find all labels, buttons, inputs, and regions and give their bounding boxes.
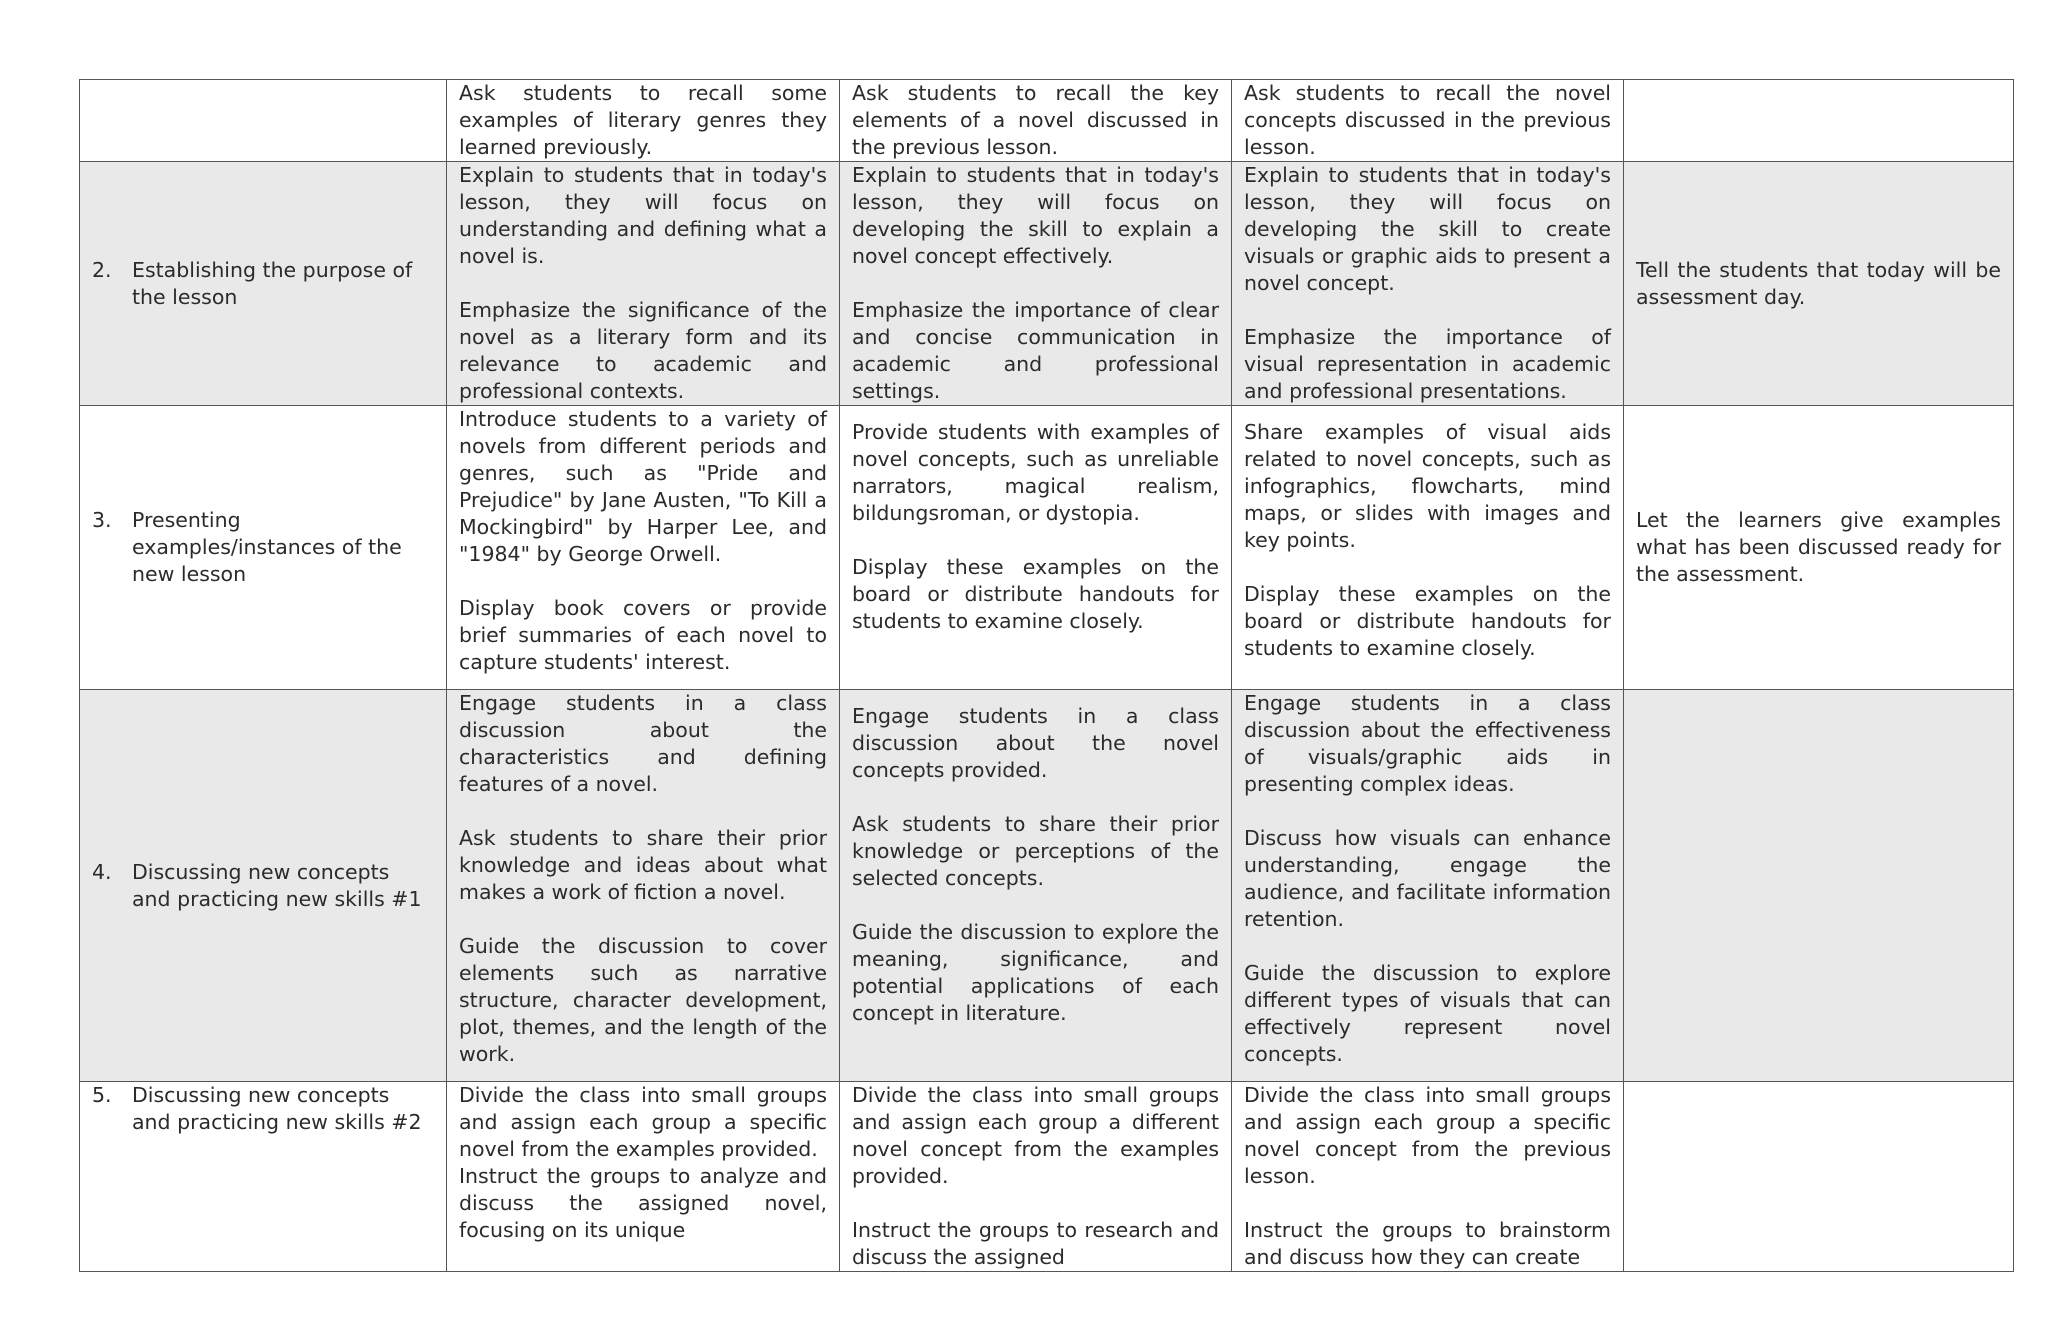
cell-paragraph: Divide the class into small groups and assign each group a different novel concept from the examples provided. [852,1083,1219,1188]
cell-paragraph: Display these examples on the board or distribute handouts for students to examine closely. [1244,582,1611,660]
cell-paragraph: Divide the class into small groups and assign each group a specific novel from the examples provided. [459,1083,827,1161]
day3-cell [1232,162,1624,406]
cell-paragraph: Engage students in a class discussion about the novel concepts provided. [852,704,1219,782]
procedure-label: Discussing new concepts and practicing new skills #2 [132,1083,422,1134]
day1-cell [447,80,840,162]
cell-paragraph: Explain to students that in today's lesson, they will focus on developing the skill to create visuals or graphic aids to present a novel concept. [1244,163,1611,295]
cell-paragraph: Instruct the groups to brainstorm and discuss how they can create [1244,1218,1611,1269]
day2-cell [840,80,1232,162]
cell-paragraph: Ask students to recall some examples of literary genres they learned previously. [459,81,827,159]
cell-paragraph: Introduce students to a variety of novels from different periods and genres, such as "Pride and Prejudice" by Jane Austen, "To Kill a Mockingbird" by Harper Lee, and "1984" by George Orwell. [459,407,827,566]
day1-cell [447,406,840,690]
cell-paragraph: Instruct the groups to analyze and discuss the assigned novel, focusing on its unique [459,1164,827,1242]
procedure-label: Presenting examples/instances of the new lesson [132,508,402,586]
day1-cell [447,1082,840,1272]
cell-paragraph: Let the learners give examples what has been discussed ready for the assessment. [1636,508,2001,586]
lesson-plan-table [79,79,2014,1272]
procedure-number: 2. [92,257,112,282]
cell-paragraph: Engage students in a class discussion about the characteristics and defining features of a novel. [459,691,827,796]
day4-cell [1624,162,2014,406]
cell-paragraph: Ask students to share their prior knowledge or perceptions of the selected concepts. [852,812,1219,890]
cell-paragraph: Guide the discussion to explore different types of visuals that can effectively represent novel concepts. [1244,961,1611,1066]
procedure-label-cell [80,162,447,406]
day4-cell [1624,1082,2014,1272]
day1-cell [447,162,840,406]
procedure-label-cell [80,690,447,1082]
day2-cell [840,162,1232,406]
cell-paragraph: Engage students in a class discussion about the effectiveness of visuals/graphic aids in presenting complex ideas. [1244,691,1611,796]
day2-cell [840,690,1232,1082]
table-row [80,406,2014,690]
day3-cell [1232,406,1624,690]
day3-cell [1232,1082,1624,1272]
procedure-label-cell [80,1082,447,1272]
table-row [80,1082,2014,1272]
cell-paragraph: Tell the students that today will be assessment day. [1636,257,2001,309]
cell-paragraph: Ask students to share their prior knowledge and ideas about what makes a work of fiction a novel. [459,826,827,904]
cell-paragraph: Display these examples on the board or distribute handouts for students to examine closely. [852,555,1219,633]
cell-paragraph: Explain to students that in today's lesson, they will focus on developing the skill to explain a novel concept effectively. [852,163,1219,268]
day4-cell [1624,80,2014,162]
cell-paragraph: Provide students with examples of novel concepts, such as unreliable narrators, magical realism, bildungsroman, or dystopia. [852,420,1219,525]
day2-cell [840,406,1232,690]
procedure-label: Establishing the purpose of the lesson [132,257,413,309]
procedure-label: Discussing new concepts and practicing new skills #1 [132,859,422,911]
cell-paragraph: Discuss how visuals can enhance understanding, engage the audience, and facilitate information retention. [1244,826,1611,931]
day4-cell [1624,690,2014,1082]
cell-paragraph: Ask students to recall the key elements of a novel discussed in the previous lesson. [852,81,1219,159]
procedure-number: 4. [92,859,112,884]
cell-paragraph: Emphasize the importance of clear and concise communication in academic and professional settings. [852,298,1219,403]
cell-paragraph: Share examples of visual aids related to novel concepts, such as infographics, flowcharts, mind maps, or slides with images and key points. [1244,420,1611,552]
procedure-label-cell [80,406,447,690]
day3-cell [1232,80,1624,162]
cell-paragraph: Emphasize the importance of visual representation in academic and professional presentations. [1244,325,1611,403]
cell-paragraph: Emphasize the significance of the novel as a literary form and its relevance to academic and professional contexts. [459,298,827,403]
cell-paragraph: Ask students to recall the novel concepts discussed in the previous lesson. [1244,81,1611,159]
day3-cell [1232,690,1624,1082]
day2-cell [840,1082,1232,1272]
cell-paragraph: Display book covers or provide brief summaries of each novel to capture students' interest. [459,596,827,674]
procedure-label-cell [80,80,447,162]
procedure-number: 3. [92,508,112,532]
cell-paragraph: Guide the discussion to cover elements such as narrative structure, character development, plot, themes, and the length of the work. [459,934,827,1066]
cell-paragraph: Instruct the groups to research and discuss the assigned [852,1218,1219,1269]
cell-paragraph: Explain to students that in today's lesson, they will focus on understanding and defining what a novel is. [459,163,827,268]
lesson-plan-page [79,79,2013,1272]
table-row [80,690,2014,1082]
cell-paragraph: Guide the discussion to explore the meaning, significance, and potential applications of each concept in literature. [852,920,1219,1025]
table-row [80,80,2014,162]
day4-cell [1624,406,2014,690]
table-row [80,162,2014,406]
cell-paragraph: Divide the class into small groups and assign each group a specific novel concept from the previous lesson. [1244,1083,1611,1188]
day1-cell [447,690,840,1082]
procedure-number: 5. [92,1083,112,1107]
